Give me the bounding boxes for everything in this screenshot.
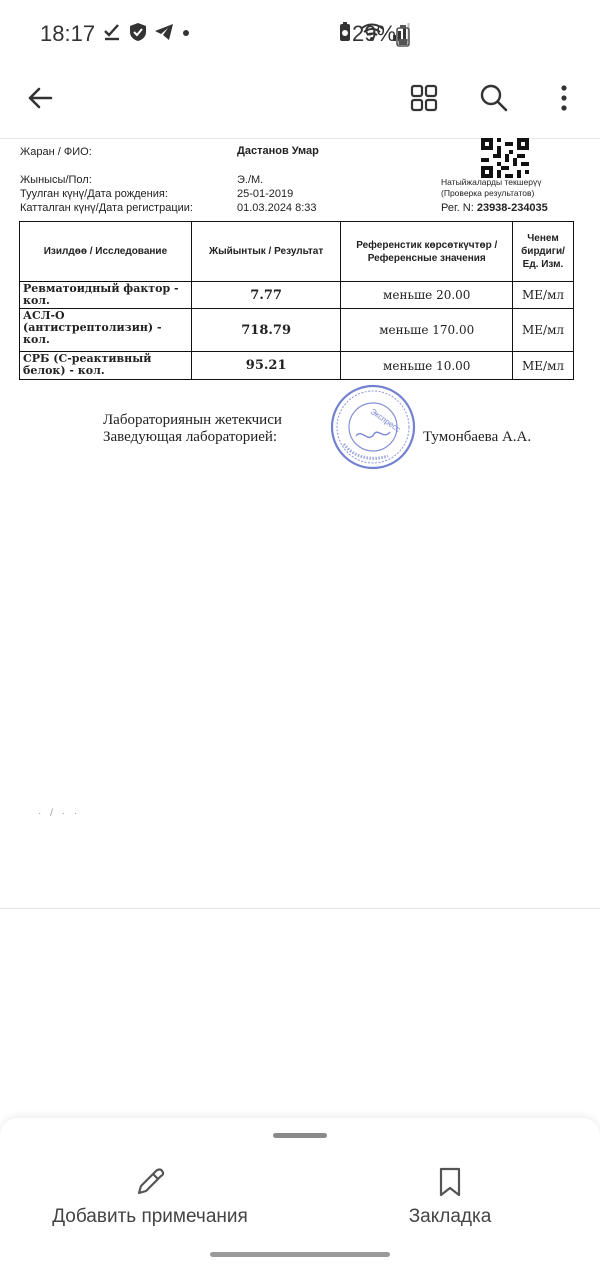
bookmark-label: Закладка	[408, 1206, 492, 1227]
row-reference: меньше 10.00	[341, 352, 513, 380]
row-unit: МЕ/мл	[513, 282, 574, 309]
stamp-seal-icon	[330, 384, 416, 470]
sex-label: Жынысы/Пол:	[20, 174, 92, 186]
header-result: Жыйынтык / Результат	[191, 222, 341, 282]
row-test-name: Ревматоидный фактор - кол.	[20, 282, 192, 309]
dob-value: 25-01-2019	[237, 188, 294, 200]
bookmark-button[interactable]	[400, 1166, 500, 1228]
qr-caption-line2: (Проверка результатов)	[441, 188, 535, 198]
name-label: Жаран / ФИО:	[20, 146, 92, 158]
header-unit: Ченем бирдиги/ Ед. Изм.	[513, 222, 574, 282]
page-mark: · / · ·	[38, 808, 81, 819]
stamp-text: Экспресс	[368, 406, 403, 434]
header-test: Изилдөө / Исследование	[20, 222, 192, 282]
reg-value: 23938-234035	[476, 202, 548, 214]
table-row	[20, 352, 574, 380]
regdate-label: Катталган күнү/Дата регистрации:	[20, 202, 193, 214]
results-table	[19, 221, 574, 380]
sheet-drag-handle[interactable]	[273, 1133, 327, 1138]
table-row	[20, 309, 574, 352]
signature-line2: Заведующая лабораторией:	[103, 429, 278, 445]
table-row	[20, 282, 574, 309]
row-test-name: СРБ (С-реактивный белок) - кол.	[20, 352, 192, 380]
pencil-icon	[134, 1166, 166, 1198]
signature-name: Тумонбаева А.А.	[423, 429, 532, 445]
table-header-row	[20, 222, 574, 282]
row-result-value: 7.77	[191, 282, 341, 309]
dob-label: Туулган күнү/Дата рождения:	[20, 188, 168, 200]
regdate-value: 01.03.2024 8:33	[237, 202, 317, 214]
signature-line1: Лабораториянын жетекчиси	[103, 412, 282, 428]
reg-label: Рег. N:	[441, 202, 474, 214]
row-test-name: АСЛ-О (антистрептолизин) - кол.	[20, 309, 192, 352]
qr-caption-line1: Натыйжаларды текшерүү	[441, 177, 542, 187]
bottom-sheet	[0, 1118, 600, 1266]
add-note-label: Добавить примечания	[52, 1206, 248, 1227]
header-reference: Референстик көрсөткүчтөр / Референсные значения	[341, 222, 513, 282]
bookmark-icon	[437, 1166, 463, 1198]
add-note-button[interactable]	[48, 1166, 252, 1228]
qr-caption	[441, 177, 542, 199]
registration-number	[441, 202, 548, 214]
row-result-value: 95.21	[191, 352, 341, 380]
row-result-value: 718.79	[191, 309, 341, 352]
status-time: 18:17	[40, 21, 96, 46]
gesture-nav-bar[interactable]	[210, 1252, 390, 1257]
row-reference: меньше 170.00	[341, 309, 513, 352]
sex-value: Э./М.	[237, 174, 264, 186]
name-value: Дастанов Умар	[237, 145, 319, 157]
battery-percent: 29%	[352, 21, 397, 46]
qr-code-icon	[481, 138, 529, 178]
row-unit: МЕ/мл	[513, 309, 574, 352]
row-reference: меньше 20.00	[341, 282, 513, 309]
row-unit: МЕ/мл	[513, 352, 574, 380]
